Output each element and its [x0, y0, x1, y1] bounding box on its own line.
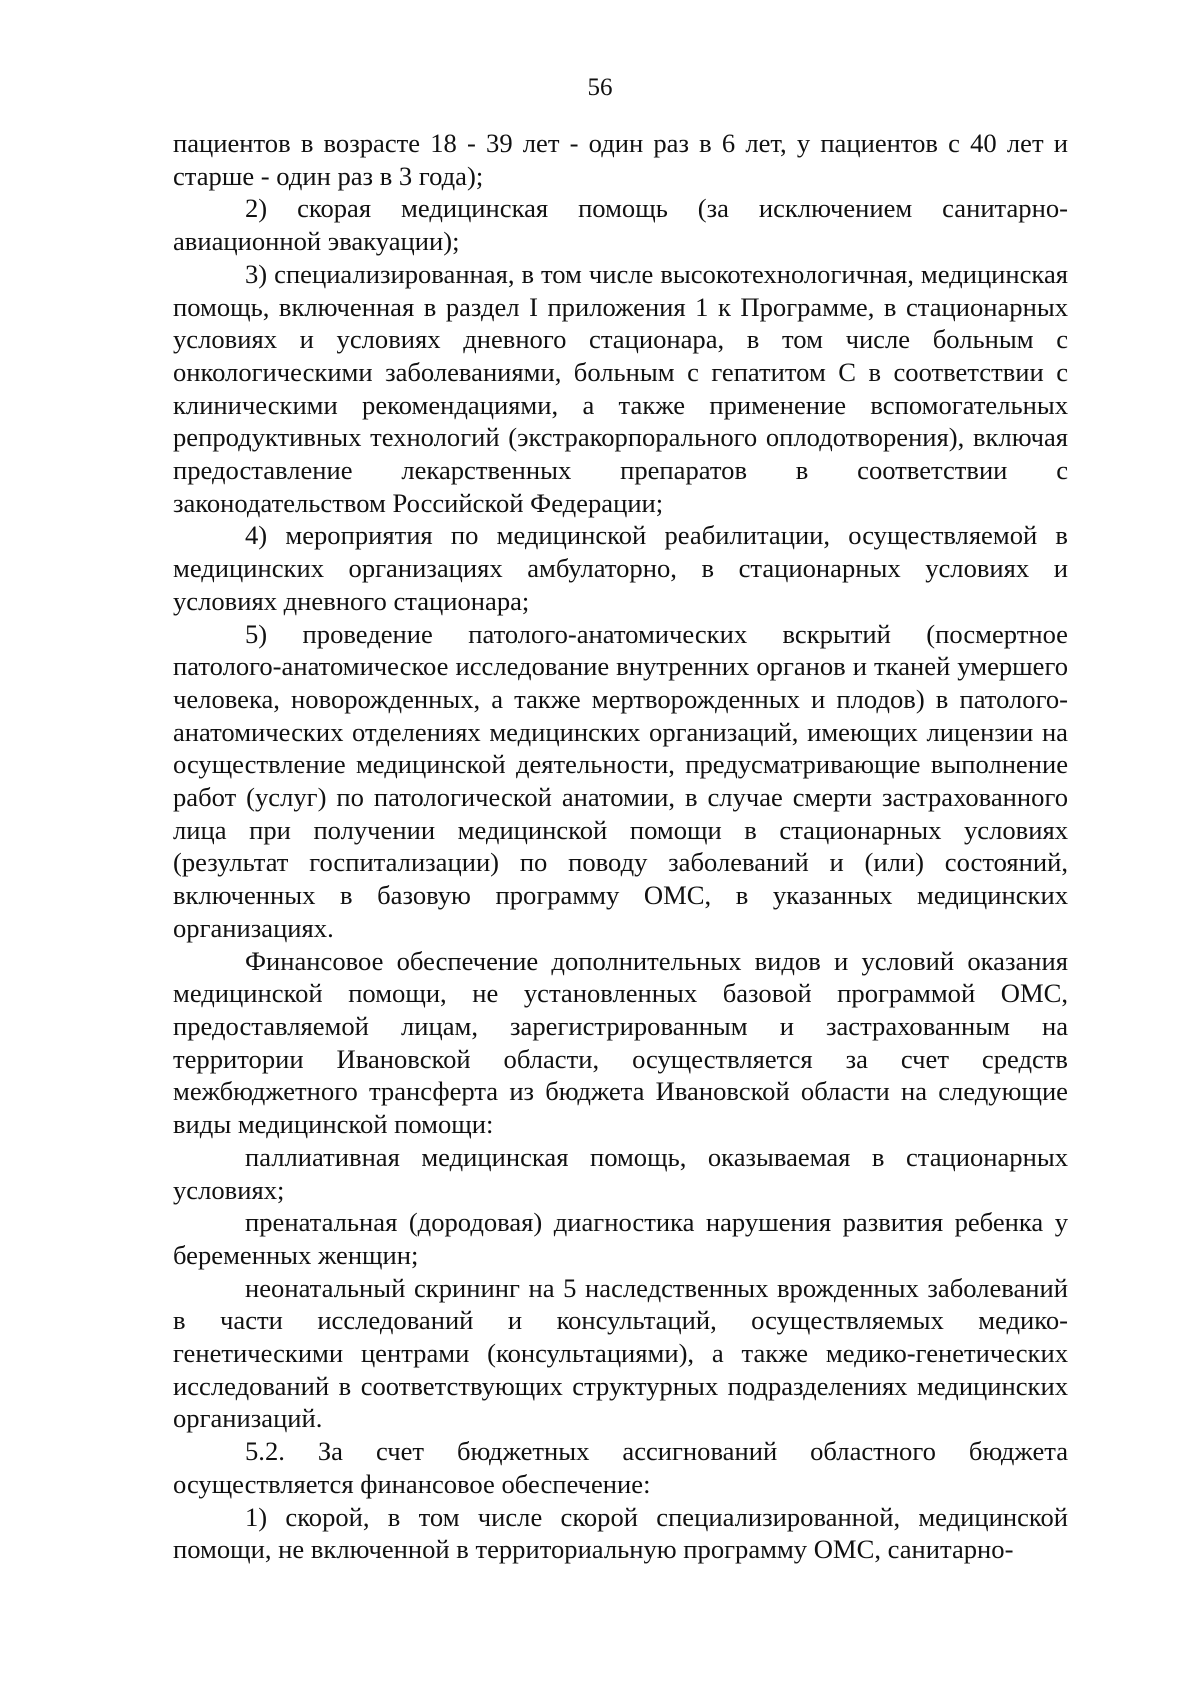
paragraph-continuation: пациентов в возрасте 18 - 39 лет - один раз в 6 лет, у пациентов с 40 лет и старше - один раз в 3 года); [173, 128, 1068, 191]
paragraph-financing: Финансовое обеспечение дополнительных видов и условий оказания медицинской помощи, не установленных базовой программой ОМС, предоставляемой лицам, зарегистрированным и застрахованным на территории Ивановской области, осуществляется за счет средств межбюджетного трансферта из бюджета Ивановской области на следующие виды медицинской помощи: [173, 945, 1068, 1140]
paragraph-prenatal: пренатальная (дородовая) диагностика нарушения развития ребенка у беременных женщин; [173, 1207, 1068, 1270]
paragraph-item-5: 5) проведение патолого-анатомических вскрытий (посмертное патолого-анатомическое исследование внутренних органов и тканей умершего человека, новорожденных, а также мертворожденных и плодов) в патолого-анатомических отделениях медицинских организаций, имеющих лицензии на осуществление медицинской деятельности, предусматривающие выполнение работ (услуг) по патологической анатомии, в случае смерти застрахованного лица при получении медицинской помощи в стационарных условиях (результат госпитализации) по поводу заболеваний и (или) состояний, включенных в базовую программу ОМС, в указанных медицинских организациях. [173, 618, 1068, 943]
paragraph-palliative: паллиативная медицинская помощь, оказываемая в стационарных условиях; [173, 1141, 1068, 1205]
page-number: 56 [587, 74, 613, 101]
document-body [173, 127, 1068, 1566]
paragraph-neonatal: неонатальный скрининг на 5 наследственных врожденных заболеваний в части исследований и консультаций, осуществляемых медико-генетическими центрами (консультациями), а также медико-генетических исследований в соответствующих структурных подразделениях медицинских организаций. [173, 1272, 1068, 1434]
paragraph-5-2-item-1: 1) скорой, в том числе скорой специализированной, медицинской помощи, не включенной в территориальную программу ОМС, санитарно- [173, 1501, 1068, 1565]
paragraph-item-3: 3) специализированная, в том числе высокотехнологичная, медицинская помощь, включенная в раздел I приложения 1 к Программе, в стационарных условиях и условиях дневного стационара, в том числе больным с онкологическими заболеваниями, больным с гепатитом С в соответствии с клиническими рекомендациями, а также применение вспомогательных репродуктивных технологий (экстракорпорального оплодотворения), включая предоставление лекарственных препаратов в соответствии с законодательством Российской Федерации; [173, 258, 1068, 518]
paragraph-section-5-2: 5.2. За счет бюджетных ассигнований областного бюджета осуществляется финансовое обеспечение: [173, 1436, 1068, 1499]
paragraph-item-2: 2) скорая медицинская помощь (за исключением санитарно-авиационной эвакуации); [173, 193, 1068, 257]
paragraph-item-4: 4) мероприятия по медицинской реабилитации, осуществляемой в медицинских организациях амбулаторно, в стационарных условиях и условиях дневного стационара; [173, 520, 1068, 616]
